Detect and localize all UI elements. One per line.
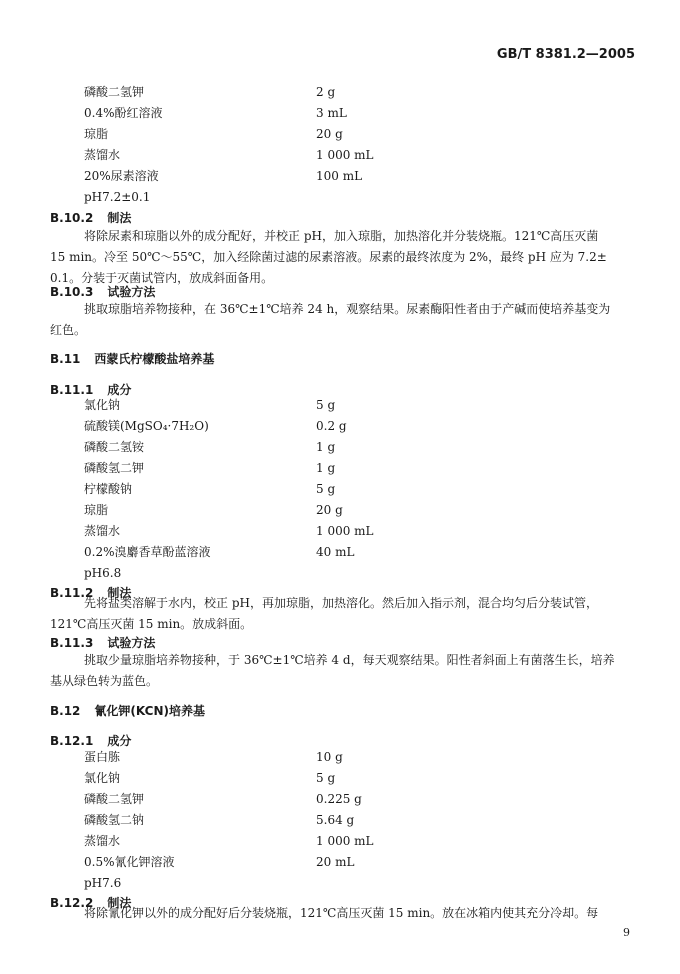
section-title: 制法 xyxy=(107,586,132,600)
ph-value: pH7.6 xyxy=(84,876,122,890)
ingredient-name: 蒸馏水 xyxy=(84,148,121,162)
ingredient-name: 蒸馏水 xyxy=(84,524,121,538)
section-title: 氰化钾(KCN)培养基 xyxy=(94,704,205,718)
ingredient-amount: 5 g xyxy=(316,771,336,785)
section-heading xyxy=(50,352,214,366)
ingredient-amount: 5.64 g xyxy=(316,813,355,827)
ingredient-amount: 1 000 mL xyxy=(316,524,374,538)
text-line: 挑取琼脂培养物接种，在 36℃±1℃培养 24 h，观察结果。尿素酶阳性者由于产碱而使培养基变为 xyxy=(84,302,611,316)
ingredient-amount: 100 mL xyxy=(316,169,363,183)
ingredient-amount: 1 000 mL xyxy=(316,834,374,848)
text-line: 挑取少量琼脂培养物接种，于 36℃±1℃培养 4 d，每天观察结果。阳性者斜面上有菌落生长，培养 xyxy=(84,653,615,667)
text-line: 0.1。分装于灭菌试管内，放成斜面备用。 xyxy=(50,271,274,285)
section-number: B.11 xyxy=(50,352,81,366)
text-line: 基从绿色转为蓝色。 xyxy=(50,674,159,688)
section-heading xyxy=(50,383,131,397)
ingredient-amount: 3 mL xyxy=(316,106,347,120)
ingredient-amount: 20 g xyxy=(316,503,343,517)
section-title: 制法 xyxy=(107,211,132,225)
section-heading xyxy=(50,734,131,748)
text-line: 先将盐类溶解于水内，校正 pH，再加琼脂，加热溶化。然后加入指示剂，混合均匀后分装试管， xyxy=(84,596,598,610)
section-number: B.11.1 xyxy=(50,383,94,397)
ingredient-amount: 0.225 g xyxy=(316,792,362,806)
text-line: 将除尿素和琼脂以外的成分配好，并校正 pH，加入琼脂，加热溶化并分装烧瓶。121℃高压灭菌 xyxy=(84,229,599,243)
section-title: 成分 xyxy=(107,734,132,748)
ingredient-name: 氯化钠 xyxy=(84,771,121,785)
text-line: 红色。 xyxy=(50,323,87,337)
section-number: B.11.3 xyxy=(50,636,94,650)
section-title: 试验方法 xyxy=(107,636,156,650)
ph-value: pH6.8 xyxy=(84,566,122,580)
section-title: 成分 xyxy=(107,383,132,397)
ingredient-amount: 10 g xyxy=(316,750,343,764)
ingredient-name: 20%尿素溶液 xyxy=(84,169,159,183)
section-title: 试验方法 xyxy=(107,285,156,299)
ingredient-name: 磷酸氢二钠 xyxy=(84,813,145,827)
ingredient-name: 蒸馏水 xyxy=(84,834,121,848)
ingredient-amount: 5 g xyxy=(316,482,336,496)
standard-number: GB/T 8381.2—2005 xyxy=(496,47,635,62)
ingredient-name: 磷酸二氢铵 xyxy=(84,440,145,454)
ingredient-name: 0.4%酚红溶液 xyxy=(84,106,163,120)
paragraph xyxy=(50,650,633,692)
paragraph xyxy=(50,299,633,341)
ingredient-name: 磷酸氢二钾 xyxy=(84,461,145,475)
section-heading xyxy=(50,211,131,225)
section-title: 制法 xyxy=(107,896,132,910)
section-number: B.10.3 xyxy=(50,285,94,299)
ingredient-name: 柠檬酸钠 xyxy=(84,482,133,496)
ingredient-amount: 1 g xyxy=(316,440,336,454)
ingredient-name: 0.2%溴麝香草酚蓝溶液 xyxy=(84,545,211,559)
ingredient-name: 蛋白胨 xyxy=(84,750,121,764)
section-heading xyxy=(50,636,155,650)
ingredient-amount: 20 g xyxy=(316,127,343,141)
section-title: 西蒙氏柠檬酸盐培养基 xyxy=(94,352,215,366)
section-number: B.10.2 xyxy=(50,211,94,225)
section-number: B.12.1 xyxy=(50,734,94,748)
ingredient-name: 氯化钠 xyxy=(84,398,121,412)
ingredient-name: 琼脂 xyxy=(84,503,109,517)
section-number: B.12.2 xyxy=(50,896,94,910)
section-heading xyxy=(50,704,205,718)
ingredient-name: 0.5%氰化钾溶液 xyxy=(84,855,175,869)
paragraph xyxy=(50,593,633,635)
ingredient-amount: 1 000 mL xyxy=(316,148,374,162)
ingredient-amount: 40 mL xyxy=(316,545,355,559)
page-number: 9 xyxy=(623,926,630,939)
ingredient-name: 磷酸二氢钾 xyxy=(84,85,145,99)
ingredient-name: 硫酸镁(MgSO₄·7H₂O) xyxy=(84,419,209,433)
section-heading xyxy=(50,285,155,299)
ingredient-amount: 2 g xyxy=(316,85,336,99)
text-line: 将除氰化钾以外的成分配好后分装烧瓶，121℃高压灭菌 15 min。放在冰箱内使其充分冷却。每 xyxy=(84,906,599,920)
ingredient-amount: 0.2 g xyxy=(316,419,347,433)
paragraph xyxy=(50,903,633,924)
ph-value: pH7.2±0.1 xyxy=(84,190,151,204)
text-line: 15 min。冷至 50℃～55℃，加入经除菌过滤的尿素溶液。尿素的最终浓度为 2%，最终 pH 应为 7.2± xyxy=(50,250,607,264)
ingredient-amount: 1 g xyxy=(316,461,336,475)
paragraph xyxy=(50,226,633,289)
text-line: 121℃高压灭菌 15 min。放成斜面。 xyxy=(50,617,253,631)
ingredient-amount: 5 g xyxy=(316,398,336,412)
ingredient-name: 琼脂 xyxy=(84,127,109,141)
section-number: B.12 xyxy=(50,704,81,718)
ingredient-amount: 20 mL xyxy=(316,855,355,869)
ingredient-name: 磷酸二氢钾 xyxy=(84,792,145,806)
section-number: B.11.2 xyxy=(50,586,94,600)
